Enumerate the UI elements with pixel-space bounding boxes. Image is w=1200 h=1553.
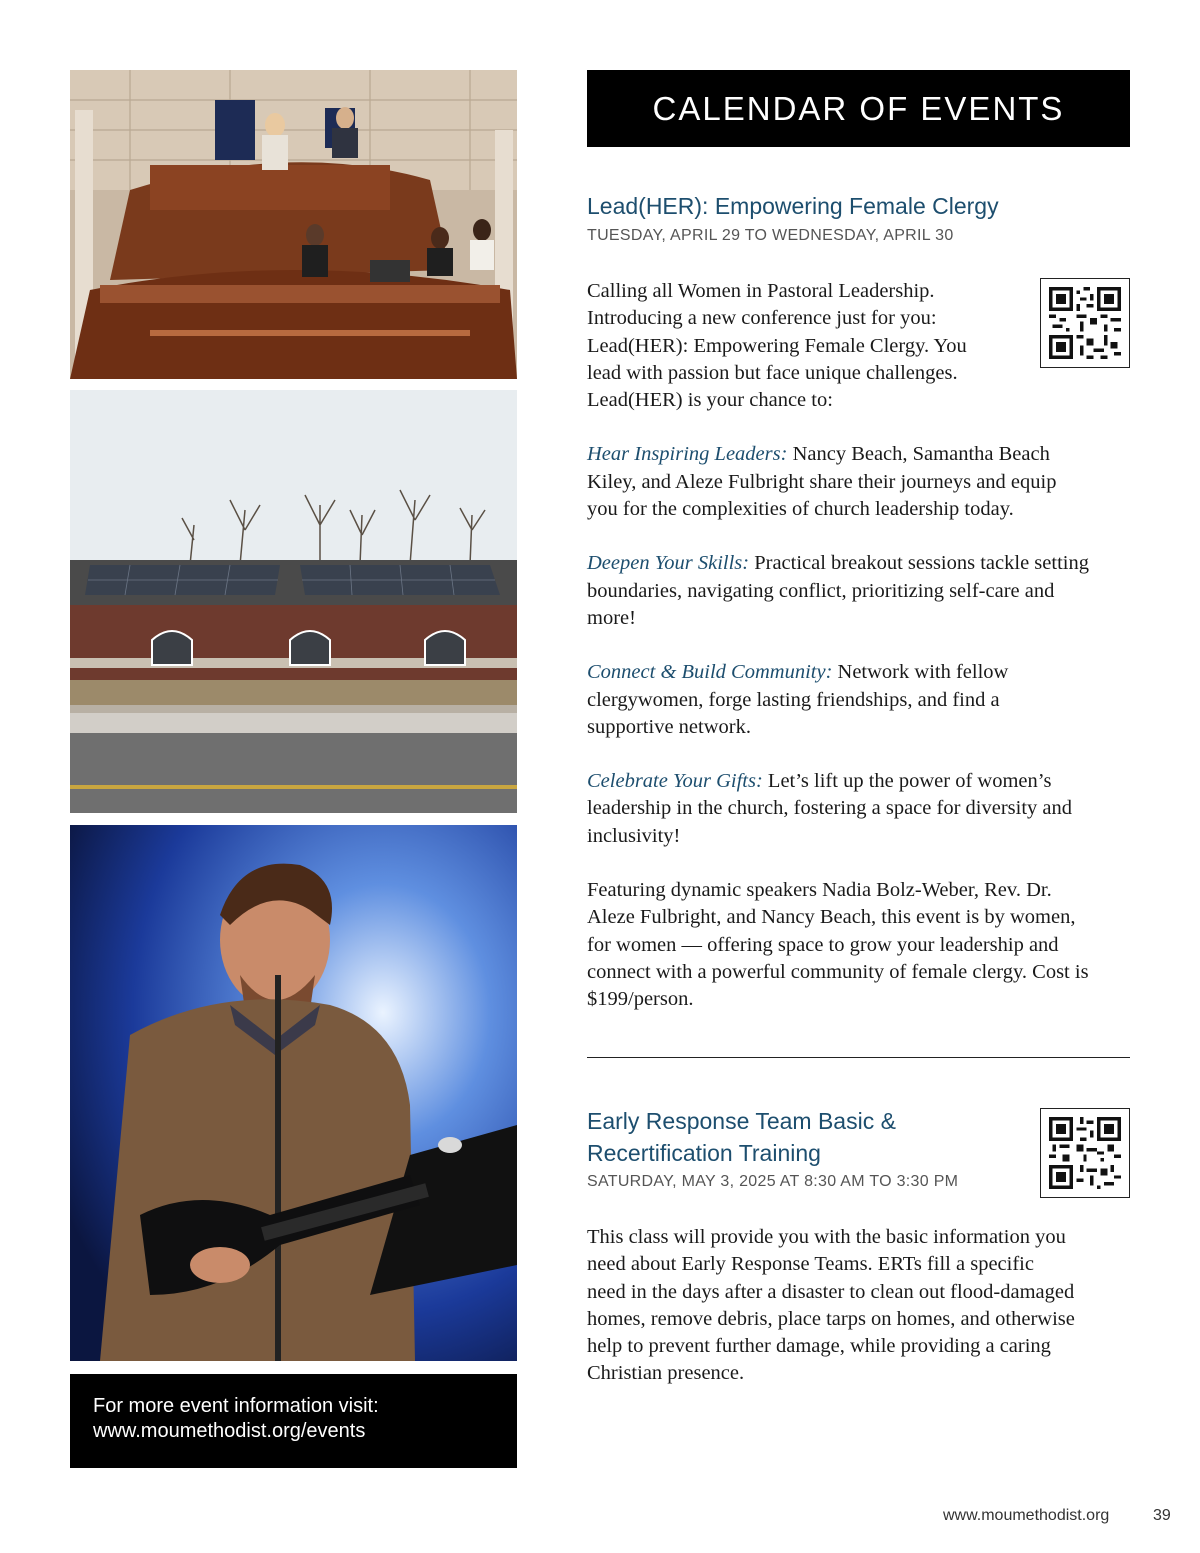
qr-code-icon[interactable] [1040, 1108, 1130, 1198]
church-building-photo [70, 390, 517, 813]
page-title: CALENDAR OF EVENTS [587, 70, 1130, 147]
footer-url[interactable]: www.moumethodist.org [943, 1507, 1110, 1524]
event-2-description: This class will provide you with the basic information you need about Early Response Teams. ERTs fill a specific need in the days after a disaster to clean out flood-damaged homes, remove debris, place tarps on homes, and otherwise help to prevent further damage, while providing a caring Christian presence. [587, 1226, 1075, 1385]
info-box-text: For more event information visit: [93, 1395, 379, 1417]
event-1-title: Lead(HER): Empowering Female Clergy [587, 193, 999, 219]
event-info-box [70, 1374, 517, 1468]
section-divider [587, 1057, 1130, 1058]
highlight-build-community: Connect & Build Community: Network with fellow clergywomen, forge lasting friendships, and find a supportive network. [587, 661, 1009, 738]
event-1-closing: Featuring dynamic speakers Nadia Bolz-Weber, Rev. Dr. Aleze Fulbright, and Nancy Beach, this event is by women, for women — offering space to grow your leadership and connect with a powerful community of female clergy. Cost is $199/person. [587, 879, 1089, 1011]
highlight-inspiring-leaders: Hear Inspiring Leaders: Nancy Beach, Samantha Beach Kiley, and Aleze Fulbright share their journeys and equip you for the complexities of church leadership today. [587, 443, 1057, 521]
event-2-title: Early Response Team Basic & Recertification Training [587, 1108, 896, 1166]
events-url-link[interactable]: www.moumethodist.org/events [93, 1420, 366, 1442]
qr-pattern [1049, 1117, 1121, 1189]
highlight-celebrate-gifts: Celebrate Your Gifts: Let’s lift up the power of women’s leadership in the church, fostering a space for diversity and inclusivity! [587, 770, 1072, 847]
event-1-intro: Calling all Women in Pastoral Leadership. Introducing a new conference just for you: Lead(HER): Empowering Female Clergy. You lead with passion but face unique challenges. Lead(HER) is your chance to: [587, 280, 967, 412]
event-1-description [587, 278, 1132, 1041]
bass-player-photo [70, 825, 517, 1361]
page-number: 39 [1153, 1507, 1171, 1524]
legislative-chamber-photo [70, 70, 517, 379]
highlight-deepen-skills: Deepen Your Skills: Practical breakout sessions tackle setting boundaries, navigating conflict, prioritizing self-care and more! [587, 552, 1089, 629]
event-1-date: TUESDAY, APRIL 29 TO WEDNESDAY, APRIL 30 [587, 227, 954, 244]
event-2-date: SATURDAY, MAY 3, 2025 AT 8:30 AM TO 3:30 PM [587, 1173, 959, 1190]
